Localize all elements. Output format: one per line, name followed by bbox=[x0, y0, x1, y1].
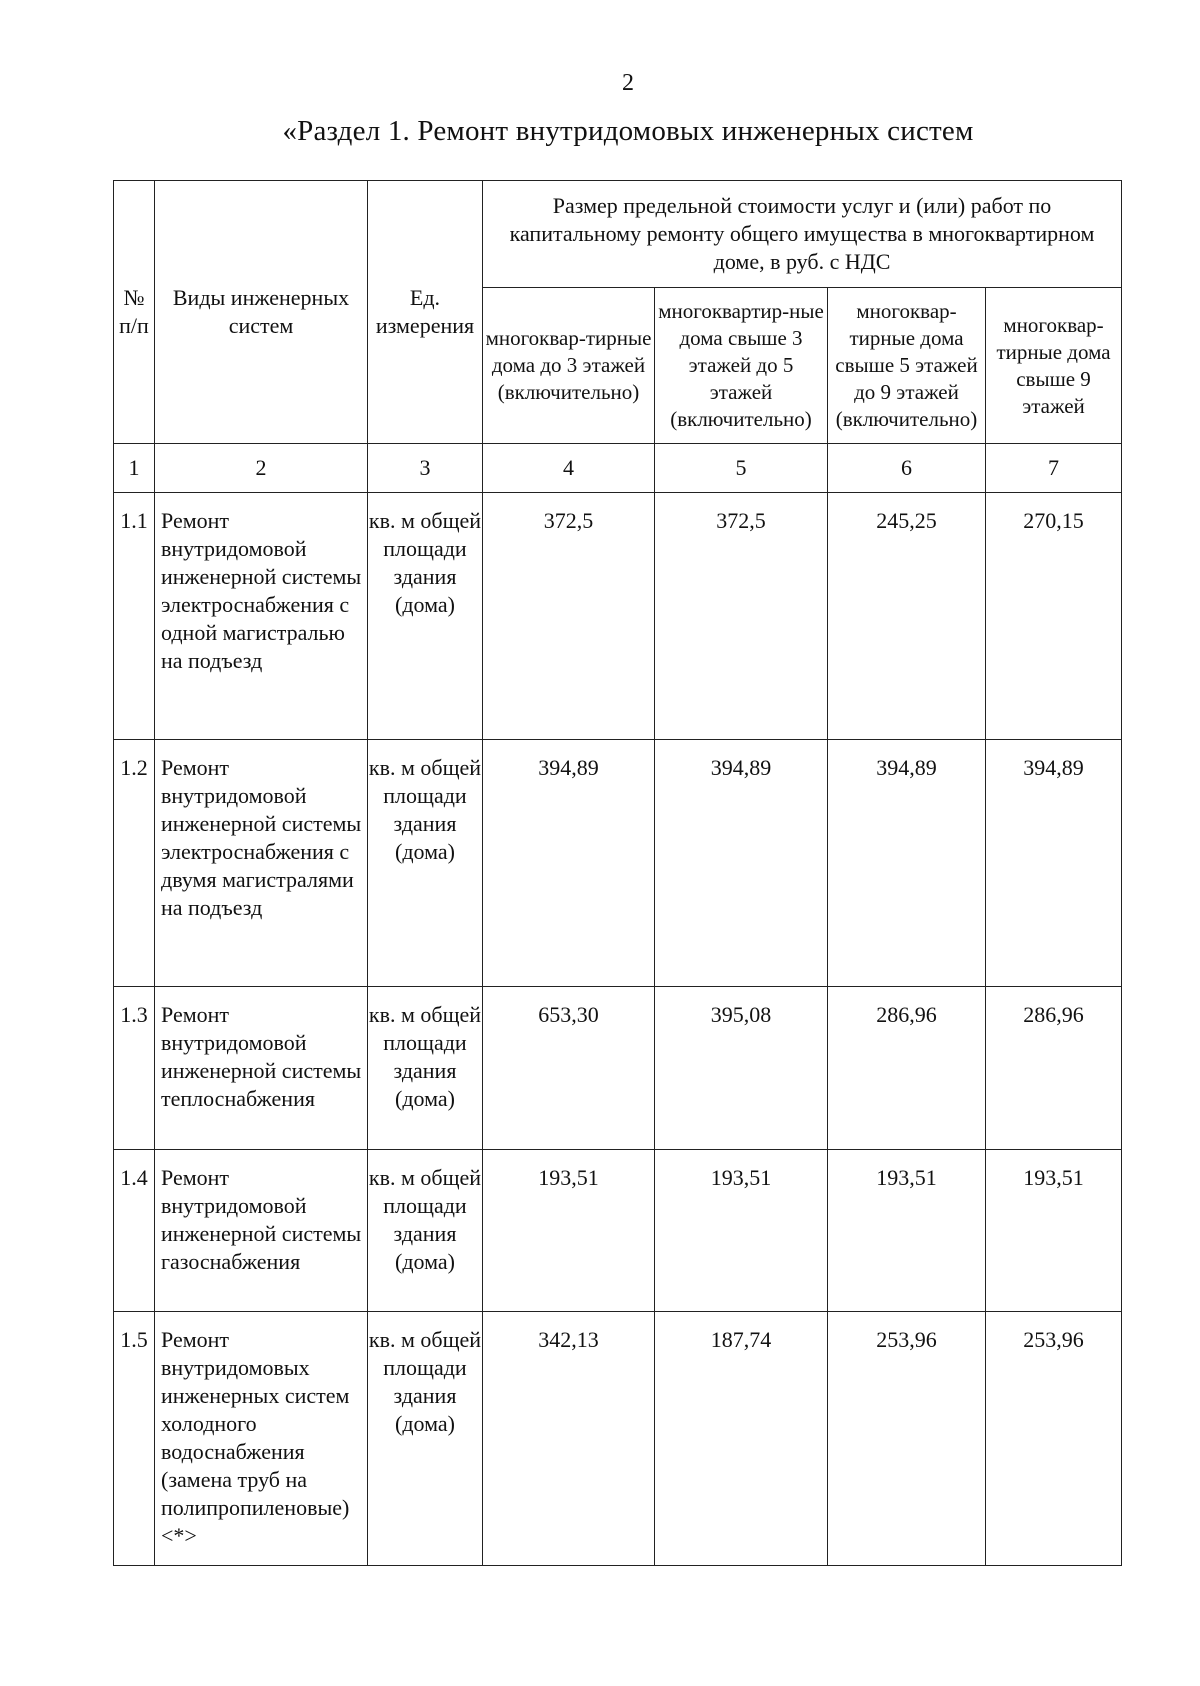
value-cell: 245,25 bbox=[828, 493, 986, 740]
value-cell: 270,15 bbox=[986, 493, 1122, 740]
row-number: 1.1 bbox=[114, 493, 155, 740]
cost-table bbox=[113, 180, 1122, 1566]
column-number: 7 bbox=[986, 444, 1122, 493]
table-row bbox=[114, 1312, 1122, 1566]
header-row-top bbox=[114, 181, 1122, 288]
header-unit: Ед. измерения bbox=[368, 181, 483, 444]
system-name: Ремонт внутридомовой инженерной системы электроснабжения с одной магистралью на подъезд bbox=[155, 493, 368, 740]
header-systems: Виды инженерных систем bbox=[155, 181, 368, 444]
section-title: «Раздел 1. Ремонт внутридомовых инженерных систем bbox=[282, 115, 974, 147]
row-number: 1.3 bbox=[114, 987, 155, 1150]
header-sub-col-6: многоквар-тирные дома свыше 5 этажей до 9 этажей (включительно) bbox=[828, 288, 986, 444]
value-cell: 286,96 bbox=[986, 987, 1122, 1150]
column-number: 6 bbox=[828, 444, 986, 493]
system-name: Ремонт внутридомовой инженерной системы электроснабжения с двумя магистралями на подъезд bbox=[155, 740, 368, 987]
system-name: Ремонт внутридомовых инженерных систем холодного водоснабжения (замена труб на полипропиленовые) <*> bbox=[155, 1312, 368, 1566]
column-number: 2 bbox=[155, 444, 368, 493]
system-name: Ремонт внутридомовой инженерной системы теплоснабжения bbox=[155, 987, 368, 1150]
table-row bbox=[114, 1150, 1122, 1312]
value-cell: 253,96 bbox=[986, 1312, 1122, 1566]
value-cell: 193,51 bbox=[483, 1150, 655, 1312]
header-sub-col-4: многоквар-тирные дома до 3 этажей (включительно) bbox=[483, 288, 655, 444]
header-num: № п/п bbox=[114, 181, 155, 444]
value-cell: 394,89 bbox=[986, 740, 1122, 987]
header-sub-col-7: многоквар-тирные дома свыше 9 этажей bbox=[986, 288, 1122, 444]
page-number: 2 bbox=[622, 70, 634, 96]
value-cell: 286,96 bbox=[828, 987, 986, 1150]
value-cell: 193,51 bbox=[986, 1150, 1122, 1312]
column-number: 1 bbox=[114, 444, 155, 493]
column-numbers-row bbox=[114, 444, 1122, 493]
unit-cell: кв. м общей площади здания (дома) bbox=[368, 1312, 483, 1566]
value-cell: 372,5 bbox=[483, 493, 655, 740]
value-cell: 372,5 bbox=[655, 493, 828, 740]
value-cell: 193,51 bbox=[828, 1150, 986, 1312]
value-cell: 653,30 bbox=[483, 987, 655, 1150]
column-number: 5 bbox=[655, 444, 828, 493]
value-cell: 193,51 bbox=[655, 1150, 828, 1312]
unit-cell: кв. м общей площади здания (дома) bbox=[368, 740, 483, 987]
header-cost-group: Размер предельной стоимости услуг и (или) работ по капитальному ремонту общего имущества в многоквартирном доме, в руб. с НДС bbox=[483, 181, 1122, 288]
table-row bbox=[114, 987, 1122, 1150]
value-cell: 394,89 bbox=[483, 740, 655, 987]
system-name: Ремонт внутридомовой инженерной системы газоснабжения bbox=[155, 1150, 368, 1312]
column-number: 4 bbox=[483, 444, 655, 493]
value-cell: 342,13 bbox=[483, 1312, 655, 1566]
table-row bbox=[114, 493, 1122, 740]
column-number: 3 bbox=[368, 444, 483, 493]
table-row bbox=[114, 740, 1122, 987]
value-cell: 394,89 bbox=[655, 740, 828, 987]
value-cell: 253,96 bbox=[828, 1312, 986, 1566]
row-number: 1.4 bbox=[114, 1150, 155, 1312]
unit-cell: кв. м общей площади здания (дома) bbox=[368, 1150, 483, 1312]
value-cell: 187,74 bbox=[655, 1312, 828, 1566]
unit-cell: кв. м общей площади здания (дома) bbox=[368, 987, 483, 1150]
header-sub-col-5: многоквартир-ные дома свыше 3 этажей до 5 этажей (включительно) bbox=[655, 288, 828, 444]
value-cell: 395,08 bbox=[655, 987, 828, 1150]
row-number: 1.2 bbox=[114, 740, 155, 987]
value-cell: 394,89 bbox=[828, 740, 986, 987]
row-number: 1.5 bbox=[114, 1312, 155, 1566]
unit-cell: кв. м общей площади здания (дома) bbox=[368, 493, 483, 740]
